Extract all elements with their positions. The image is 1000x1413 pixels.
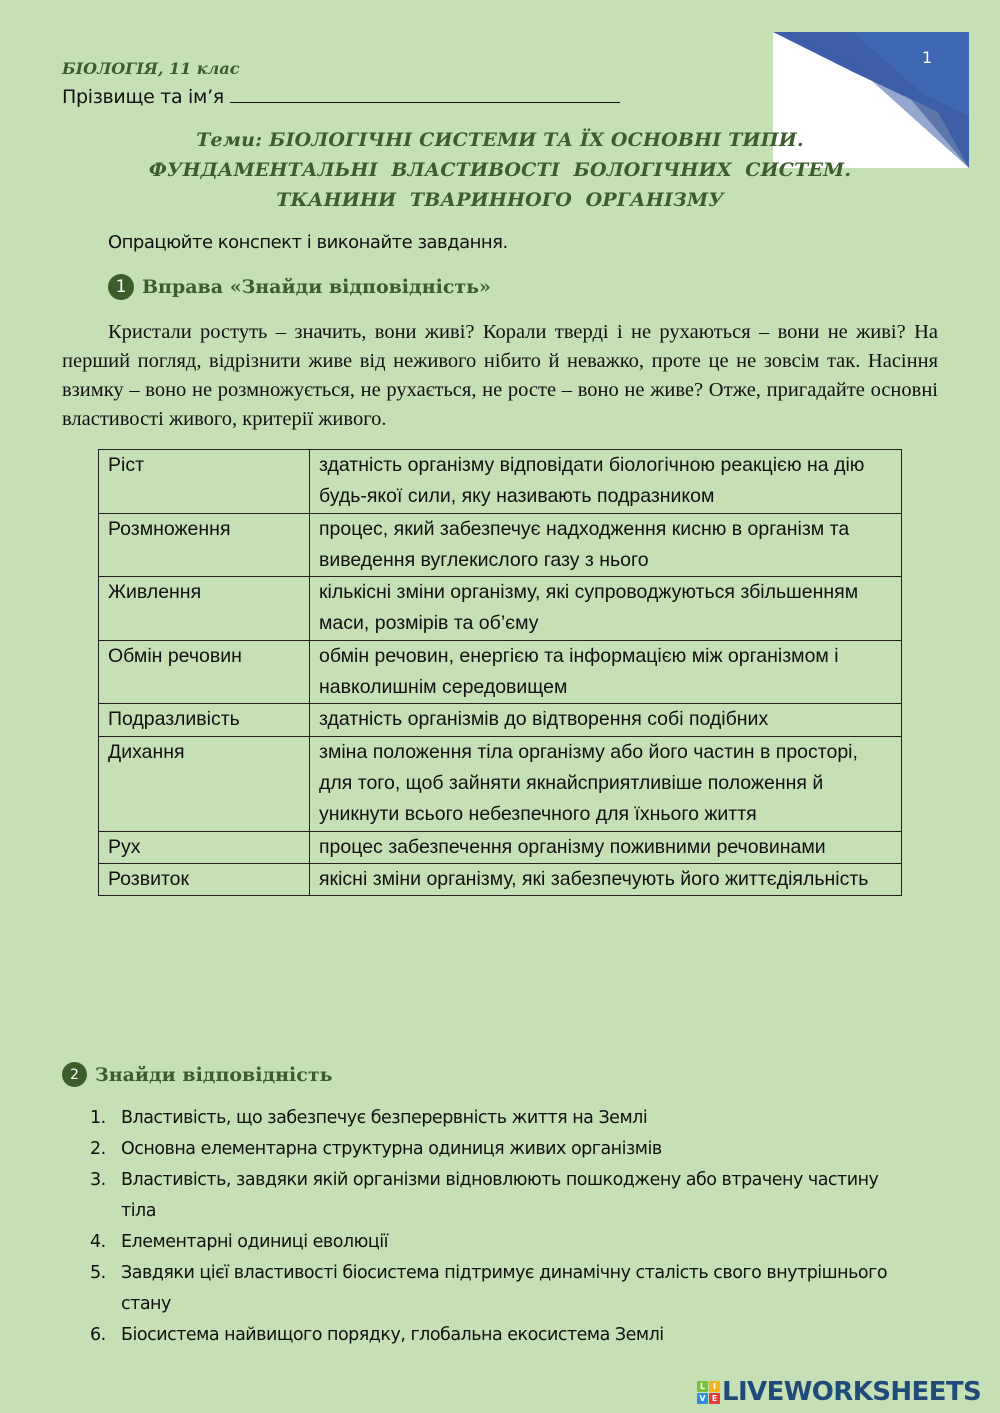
subject-label: БІОЛОГІЯ, 11 клас — [62, 59, 240, 78]
list-item — [90, 1227, 900, 1258]
definition-cell[interactable]: процес забезпечення організму поживними речовинами — [310, 831, 902, 863]
list-item — [90, 1165, 900, 1227]
item-text: Завдяки цієї властивості біосистема підтримує динамічну сталість свого внутрішнього стану — [121, 1263, 888, 1314]
definition-cell[interactable]: якісні зміни організму, які забезпечують його життєдіяльність — [310, 863, 902, 895]
name-blank-field[interactable] — [230, 86, 620, 103]
logo-block: L — [697, 1381, 708, 1392]
exercise2-list — [90, 1103, 900, 1351]
item-text: Біосистема найвищого порядку, глобальна екосистема Землі — [121, 1325, 664, 1345]
item-number: 4. — [90, 1232, 106, 1252]
term-cell[interactable]: Розмноження — [99, 513, 310, 577]
item-number: 6. — [90, 1325, 106, 1345]
item-number: 3. — [90, 1170, 106, 1190]
instruction-text: Опрацюйте конспект і виконайте завдання. — [108, 232, 508, 253]
topic-line: ТКАНИНИ ТВАРИННОГО ОРГАНІЗМУ — [276, 189, 724, 211]
table-row — [99, 640, 902, 704]
topic-line: ФУНДАМЕНТАЛЬНІ ВЛАСТИВОСТІ БОЛОГІЧНИХ СИСТЕМ. — [148, 159, 852, 181]
table-row — [99, 450, 902, 514]
item-text: Властивість, що забезпечує безперервність життя на Землі — [121, 1108, 648, 1128]
logo-text: LIVEWORKSHEETS — [722, 1377, 982, 1407]
matching-table — [98, 449, 902, 896]
number-circle-icon: 1 — [108, 274, 134, 300]
definition-cell[interactable]: обмін речовин, енергією та інформацією між організмом і навколишнім середовищем — [310, 640, 902, 704]
item-number: 5. — [90, 1263, 106, 1283]
topic-line: Теми: БІОЛОГІЧНІ СИСТЕМИ ТА ЇХ ОСНОВНІ ТИПИ. — [196, 129, 804, 151]
student-name-line — [62, 86, 620, 108]
definition-cell[interactable]: зміна положення тіла організму або його частин в просторі, для того, щоб зайняти якнайсприятливіше положення й уникнути всього небезпечного для їхнього життя — [310, 736, 902, 831]
table-row — [99, 513, 902, 577]
liveworksheets-logo[interactable] — [697, 1377, 981, 1407]
table-row — [99, 704, 902, 736]
logo-block: E — [709, 1393, 720, 1404]
page-number: 1 — [922, 48, 933, 67]
item-number: 2. — [90, 1139, 106, 1159]
logo-block: V — [697, 1393, 708, 1404]
exercise2-title: Знайди відповідність — [95, 1063, 333, 1086]
exercise1-heading — [108, 274, 491, 300]
term-cell[interactable]: Ріст — [99, 450, 310, 514]
number-circle-icon: 2 — [62, 1062, 87, 1087]
definition-cell[interactable]: процес, який забезпечує надходження кисню в організм та виведення вуглекислого газу з нього — [310, 513, 902, 577]
term-cell[interactable]: Живлення — [99, 577, 310, 641]
table-row — [99, 736, 902, 831]
definition-cell[interactable]: кількісні зміни організму, які супроводжуються збільшенням маси, розмірів та об’єму — [310, 577, 902, 641]
table-row — [99, 577, 902, 641]
table-row — [99, 863, 902, 895]
item-number: 1. — [90, 1108, 106, 1128]
term-cell[interactable]: Дихання — [99, 736, 310, 831]
item-text: Основна елементарна структурна одиниця живих організмів — [121, 1139, 662, 1159]
term-cell[interactable]: Розвиток — [99, 863, 310, 895]
table-row — [99, 831, 902, 863]
list-item — [90, 1258, 900, 1320]
exercise1-title: Вправа «Знайди відповідність» — [142, 276, 491, 298]
exercise2-heading — [62, 1062, 333, 1087]
item-text: Властивість, завдяки якій організми відновлюють пошкоджену або втрачену частину тіла — [121, 1170, 879, 1221]
exercise1-intro: Кристали ростуть – значить, вони живі? Корали тверді і не рухаються – вони не живі? На перший погляд, відрізнити живе від неживого нібито й неважко, проте це не зовсім так. Насіння взимку – воно не розмножується, не рухається, не росте – воно не живе? Отже, пригадайте основні властивості живого, критерії живого. — [62, 321, 938, 430]
term-cell[interactable]: Обмін речовин — [99, 640, 310, 704]
item-text: Елементарні одиниці еволюції — [121, 1232, 388, 1252]
term-cell[interactable]: Подразливість — [99, 704, 310, 736]
term-cell[interactable]: Рух — [99, 831, 310, 863]
list-item — [90, 1134, 900, 1165]
list-item — [90, 1320, 900, 1351]
definition-cell[interactable]: здатність організму відповідати біологічною реакцією на дію будь-якої сили, яку називають подразником — [310, 450, 902, 514]
topic-title — [100, 125, 900, 215]
definition-cell[interactable]: здатність організмів до відтворення собі подібних — [310, 704, 902, 736]
name-label: Прізвище та ім’я — [62, 86, 224, 108]
logo-blocks-icon — [697, 1381, 720, 1404]
logo-block: I — [709, 1381, 720, 1392]
list-item — [90, 1103, 900, 1134]
